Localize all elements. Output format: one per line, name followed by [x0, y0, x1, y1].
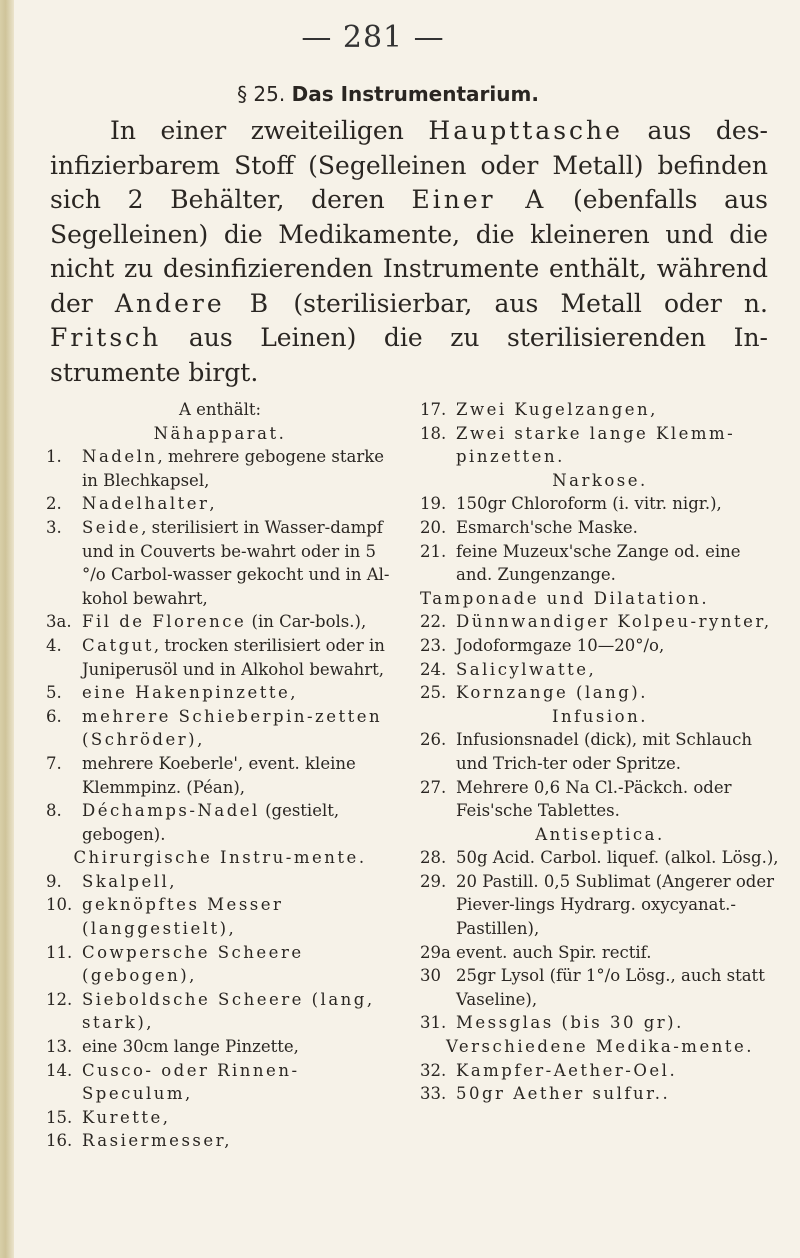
list-item: [46, 634, 394, 681]
page-number: — 281 —: [301, 20, 445, 55]
item-text: ,: [209, 494, 215, 514]
item-number: 9.: [46, 871, 62, 891]
heading-tamponade: Tamponade und Dilatation.: [420, 588, 710, 608]
list-item: [420, 776, 780, 823]
item-text: Kornzange (lang).: [456, 683, 648, 703]
list-item: [420, 846, 780, 870]
section-symbol: § 25.: [237, 82, 286, 106]
list-item: [420, 1059, 780, 1083]
intro-emph-haupttasche: Haupttasche: [428, 116, 623, 145]
heading-infusion: Infusion.: [552, 706, 648, 726]
item-text: Cowpersche Scheere (gebogen),: [82, 942, 304, 986]
item-text: 50gr Aether sulfur..: [456, 1084, 671, 1104]
heading-antiseptica: Antiseptica.: [535, 824, 665, 844]
list-item: [420, 634, 780, 658]
item-text: Skalpell,: [82, 871, 178, 891]
item-number: 26.: [420, 730, 447, 750]
item-number: 6.: [46, 706, 62, 726]
item-lead: Déchamps-Nadel: [82, 801, 260, 821]
item-text: event. auch Spir. rectif.: [456, 942, 652, 962]
item-number: 23.: [420, 635, 447, 655]
item-text: eine 30cm lange Pinzette,: [82, 1037, 299, 1057]
item-text: 20 Pastill. 0,5 Sublimat (Angerer oder Piever-lings Hydrarg. oxycyanat.-Pastillen),: [456, 871, 774, 939]
item-number: 3a.: [46, 612, 72, 632]
item-number: 24.: [420, 659, 447, 679]
item-text: Sieboldsche Scheere (lang, stark),: [82, 989, 375, 1033]
item-text: Esmarch'sche Maske.: [456, 517, 638, 537]
item-text: , sterilisiert in Wasser-dampf und in Couverts be-wahrt oder in 5 °/o Carbol-wasser gekocht und in Al-kohol bewahrt,: [82, 517, 390, 608]
item-text: 25gr Lysol (für 1°/o Lösg., auch statt Vaseline),: [456, 966, 765, 1009]
item-text: feine Muzeux'sche Zange od. eine and. Zungenzange.: [456, 541, 741, 585]
list-item: [46, 516, 394, 610]
item-text: Kurette,: [82, 1107, 171, 1127]
heading-medikamente: Verschiedene Medika-mente.: [446, 1037, 754, 1057]
item-number: 15.: [46, 1107, 73, 1127]
list-item: [420, 1011, 780, 1035]
item-number: 7.: [46, 753, 62, 773]
list-item: [46, 1129, 394, 1153]
item-text: mehrere Schieberpin-zetten (Schröder),: [82, 706, 383, 750]
left-column: [46, 398, 394, 1153]
item-text: Cusco- oder Rinnen-Speculum,: [82, 1060, 300, 1104]
item-number: 3.: [46, 517, 62, 537]
item-number: 19.: [420, 494, 447, 514]
list-item: [46, 705, 394, 752]
item-number: 29a: [420, 942, 451, 962]
list-item: [420, 658, 780, 682]
item-number: 29.: [420, 871, 447, 891]
list-item: [420, 941, 780, 965]
list-item: [46, 445, 394, 492]
list-item: [420, 964, 780, 1011]
list-item: [420, 1082, 780, 1106]
item-number: 17.: [420, 400, 447, 419]
item-number: 12.: [46, 989, 73, 1009]
item-number: 10.: [46, 895, 73, 915]
list-item: [46, 492, 394, 516]
list-item: [420, 398, 780, 422]
list-item: [46, 988, 394, 1035]
heading-narkose: Narkose.: [552, 470, 648, 490]
list-item: [46, 1059, 394, 1106]
intro-paragraph: [50, 114, 768, 390]
section-title: Das Instrumentarium.: [291, 82, 539, 106]
list-item: [46, 893, 394, 940]
intro-text: In einer zweiteiligen: [110, 116, 429, 145]
left-subheading-instruments: Chirurgische Instru-mente.: [73, 848, 367, 868]
intro-emph-andere: Andere B: [114, 288, 272, 318]
item-text: mehrere Koeberle', event. kleine Klemmpinz. (Péan),: [82, 753, 356, 797]
item-text: (in Car-bols.),: [246, 612, 367, 632]
right-column: [420, 398, 780, 1106]
list-item: [46, 681, 394, 705]
list-item: [46, 870, 394, 894]
item-text: eine Hakenpinzette,: [82, 683, 298, 703]
list-item: [46, 610, 394, 634]
item-text: 50g Acid. Carbol. liquef. (alkol. Lösg.),: [456, 848, 779, 868]
item-text: Zwei starke lange Klemm-pinzetten.: [456, 423, 736, 467]
item-text: Infusionsnadel (dick), mit Schlauch und Trich-ter oder Spritze.: [456, 730, 752, 773]
list-item: [46, 752, 394, 799]
item-text: Kampfer-Aether-Oel.: [456, 1060, 678, 1080]
item-number: 2.: [46, 494, 62, 514]
item-number: 25.: [420, 683, 447, 703]
intro-emph-einer: Einer A: [411, 185, 547, 214]
item-number: 13.: [46, 1037, 73, 1057]
list-item: [420, 492, 780, 516]
left-subheading: Nähapparat.: [153, 423, 287, 443]
item-lead: Seide: [82, 517, 142, 537]
item-text: geknöpftes Messer (langgestielt),: [82, 895, 284, 939]
item-number: 30: [420, 966, 441, 986]
item-number: 16.: [46, 1131, 73, 1151]
item-number: 20.: [420, 517, 447, 537]
item-number: 8.: [46, 801, 62, 821]
item-number: 22.: [420, 612, 447, 632]
item-number: 11.: [46, 942, 73, 962]
list-item: [46, 1106, 394, 1130]
book-page: [28, 0, 778, 1258]
page-edge: [0, 0, 14, 1258]
intro-text: (sterilisierbar, aus Metall oder n.: [271, 288, 768, 318]
item-text: Rasiermesser,: [82, 1131, 232, 1151]
item-text: Dünnwandiger Kolpeu-rynter,: [456, 612, 772, 632]
two-column-list: [46, 398, 779, 1218]
list-item: [420, 610, 780, 634]
list-item: [46, 799, 394, 846]
section-heading: [28, 82, 748, 106]
item-text: 150gr Chloroform (i. vitr. nigr.),: [456, 494, 722, 514]
item-number: 18.: [420, 423, 447, 443]
item-number: 27.: [420, 777, 447, 797]
item-number: 33.: [420, 1084, 447, 1104]
item-text: , mehrere gebogene starke in Blechkapsel,: [82, 447, 384, 490]
item-text: Messglas (bis 30 gr).: [456, 1013, 684, 1033]
item-number: 1.: [46, 447, 62, 467]
list-item: [420, 516, 780, 540]
list-item: [420, 540, 780, 587]
left-heading: A enthält:: [178, 400, 262, 419]
intro-emph-fritsch: Fritsch: [50, 323, 162, 352]
item-number: 5.: [46, 683, 62, 703]
item-number: 31.: [420, 1013, 447, 1033]
list-item: [420, 681, 780, 705]
list-item: [46, 941, 394, 988]
intro-text: (ebenfalls aus Segelleinen) die Medikamente, die kleineren und die nicht zu desinfizierenden Instrumente enthält, während der: [50, 185, 769, 318]
list-item: [420, 422, 780, 469]
item-text: (gestielt, gebogen).: [82, 801, 340, 844]
intro-text: aus Leinen) die zu sterilisierenden In-strumente birgt.: [50, 323, 768, 387]
list-item: [46, 1035, 394, 1059]
item-lead: Catgut: [82, 635, 154, 655]
item-text: Zwei Kugelzangen,: [456, 400, 658, 419]
item-number: 32.: [420, 1060, 447, 1080]
item-lead: Nadeln: [82, 447, 158, 467]
item-text: Salicylwatte,: [456, 659, 597, 679]
item-lead: Nadelhalter: [82, 494, 210, 514]
item-number: 4.: [46, 635, 62, 655]
item-number: 21.: [420, 541, 447, 561]
item-text: Jodoformgaze 10—20°/o,: [456, 635, 665, 655]
item-text: , trocken sterilisiert oder in Juniperusöl und in Alkohol bewahrt,: [82, 635, 385, 679]
item-lead: Fil de Florence: [82, 612, 247, 632]
intro-text: aus des-infizierbarem Stoff (Segelleinen oder Metall) befinden sich 2 Behälter, deren: [50, 116, 768, 214]
item-number: 14.: [46, 1060, 73, 1080]
list-item: [420, 728, 780, 775]
item-text: Mehrere 0,6 Na Cl.-Päckch. oder Feis'sche Tablettes.: [456, 777, 732, 821]
list-item: [420, 870, 780, 941]
item-number: 28.: [420, 848, 447, 868]
